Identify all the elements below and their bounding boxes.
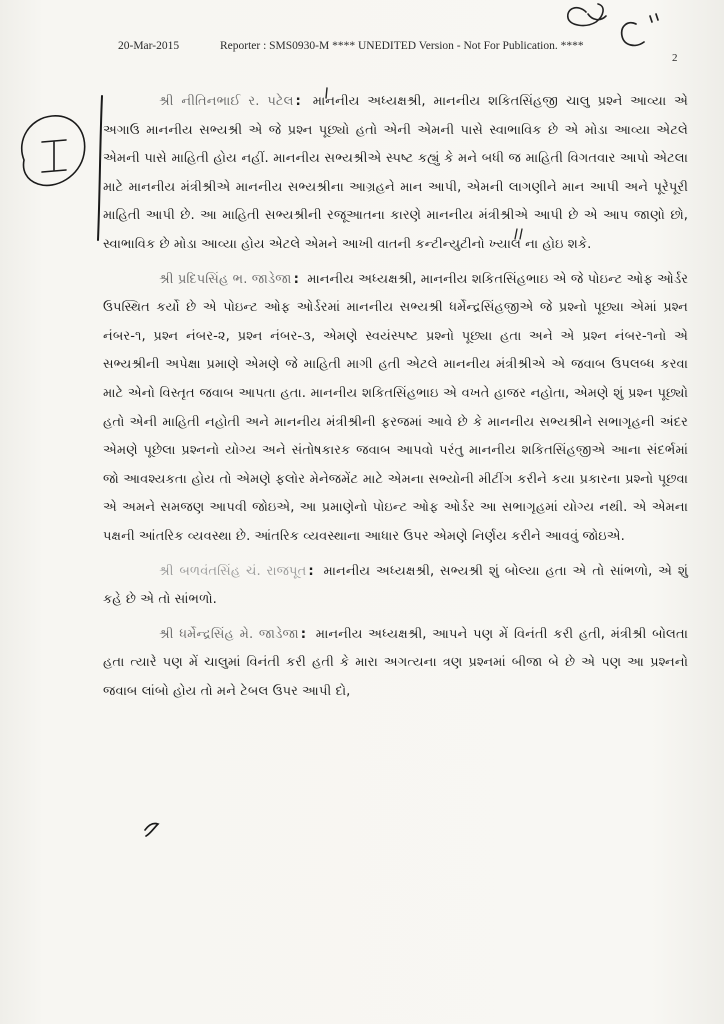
speech-text: માનનીય અધ્યક્ષશ્રી, આપને પણ મેં વિનંતી કરી હતી, મંત્રીશ્રી બોલતા હતા ત્યારે પણ મેં ચાલુમાં વિનંતી કરી હતી કે મારા અગત્યના ત્રણ પ્રશ્નમાં બીજા બે છે એ પણ આ પ્રશ્નનો જવાબ લાંબો હોય તો મને ટેબલ ઉપર આપી દો, (103, 626, 688, 699)
transcript-paragraph (103, 88, 688, 260)
transcript-paragraph (103, 621, 688, 707)
page-number: 2 (672, 52, 678, 64)
transcript-paragraph (103, 266, 688, 552)
handwritten-tick (145, 823, 158, 836)
header-reporter-line: Reporter : SMS0930-M **** UNEDITED Version - Not For Publication. **** (219, 40, 584, 52)
margin-vertical-line (98, 96, 102, 240)
header-date: 20-Mar-2015 (118, 40, 180, 52)
transcript-paragraph (103, 558, 688, 615)
speaker-colon: : (308, 563, 314, 579)
speaker-colon: : (300, 626, 307, 642)
page-header (118, 40, 584, 52)
corner-letter-c (622, 14, 658, 45)
speaker-name: શ્રી બળવંતસિંહ ચં. રાજપૂત (159, 563, 307, 579)
speaker-name: શ્રી નીતિનભાઈ ર. પટેલ (159, 94, 294, 109)
speech-text: માનનીય અધ્યક્ષશ્રી, સભ્યશ્રી શું બોલ્યા હતા એ તો સાંભળો, એ શું કહે છે એ તો સાંભળો. (103, 563, 688, 608)
speaker-colon: : (293, 271, 299, 287)
speaker-name: શ્રી પ્રદિપસિંહ ભ. જાડેજા (159, 271, 292, 287)
margin-circled-mark (22, 116, 85, 186)
speech-text: માનનીય અધ્યક્ષશ્રી, માનનીય શકિતસિંહભાઇ એ જે પોઇન્ટ ઓફ ઓર્ડર ઉપસ્થિત કર્યો છે એ પોઇન્ટ ઓફ ઓર્ડરમાં માનનીય સભ્યશ્રી ધર્મેન્દ્રસિંહજીએ જે પ્રશ્નો પૂછ્યા એમાં પ્રશ્ન નંબર-૧, પ્રશ્ન નંબર-૨, પ્રશ્ન નંબર-૩, એમણે સ્વયંસ્પષ્ટ પ્રશ્નો પૂછ્યા હતા અને એ પ્રશ્ન નંબર-૧નો એ સભ્યશ્રીની અપેક્ષા પ્રમાણે એમણે જે માહિતી માગી હતી એટલે માનનીય મંત્રીશ્રીએ એ જવાબ ઉપલબ્ધ કરવા માટે એનો વિસ્તૃત જવાબ આપતા હતા. માનનીય શકિતસિંહભાઇ એ વખતે હાજર નહોતા, એમણે શું પ્રશ્ન પૂછ્યો હતો એની માહિતી નહોતી અને માનનીય મંત્રીશ્રીની ફરજમાં આવે છે કે માનનીય સભ્યશ્રીને સભાગૃહની અંદર એમણે પૂછેલા પ્રશ્નનો યોગ્ય અને સંતોષકારક જવાબ આપવો પરંતુ માનનીય શકિતસિંહજીએ આના સંદર્ભમાં જો આવશ્યકતા હોય તો એમણે ફલોર મેનેજમેંટ માટે એમના સભ્યોની મીટીંગ કરીને કયા પ્રકારના પ્રશ્નો પૂછવા એ અમને સમજણ આપવી જોઇએ, આ પ્રમાણેનો પોઇન્ટ ઓફ ઓર્ડર આ સભાગૃહમાં યોગ્ય નથી. એ એમના પક્ષની આંતરિક વ્યવસ્થા છે. આંતરિક વ્યવસ્થાના આધાર ઉપર એમણે નિર્ણય કરીને આવવું જોઇએ. (103, 271, 689, 544)
speech-text: માનનીય અધ્યક્ષશ્રી, માનનીય શકિતસિંહજી ચાલુ પ્રશ્ને આવ્યા એ અગાઉ માનનીય સભ્યશ્રી એ જે પ્રશ્ન પૂછ્યો હતો એની એમની પાસે સ્વાભાવિક છે એ મોડા આવ્યા એટલે એમની પાસે માહિતી હોય નહીં. માનનીય સભ્યશ્રીએ સ્પષ્ટ કહ્યું કે મને બધી જ માહિતી વિગતવાર આપો એટલા માટે માનનીય મંત્રીશ્રીએ માનનીય સભ્યશ્રીના આગ્રહને માન આપી, એમની લાગણીને માન આપી અને પૂરેપૂરી માહિતી આપી છે. આ માહિતી સભ્યશ્રીની રજૂઆતના કારણે માનનીય મંત્રીશ્રીએ આપી છે એ આપ જાણો છો, સ્વાભાવિક છે મોડા આવ્યા હોય એટલે એમને આખી વાતની કન્ટીન્યુટીનો ખ્યાલ ના હોઇ શકે. (103, 94, 688, 252)
corner-scribble (568, 4, 606, 25)
speaker-colon: : (295, 94, 301, 109)
transcript-body (103, 88, 688, 706)
speaker-name: શ્રી ધર્મેન્દ્રસિંહ મે. જાડેજા (159, 626, 299, 642)
